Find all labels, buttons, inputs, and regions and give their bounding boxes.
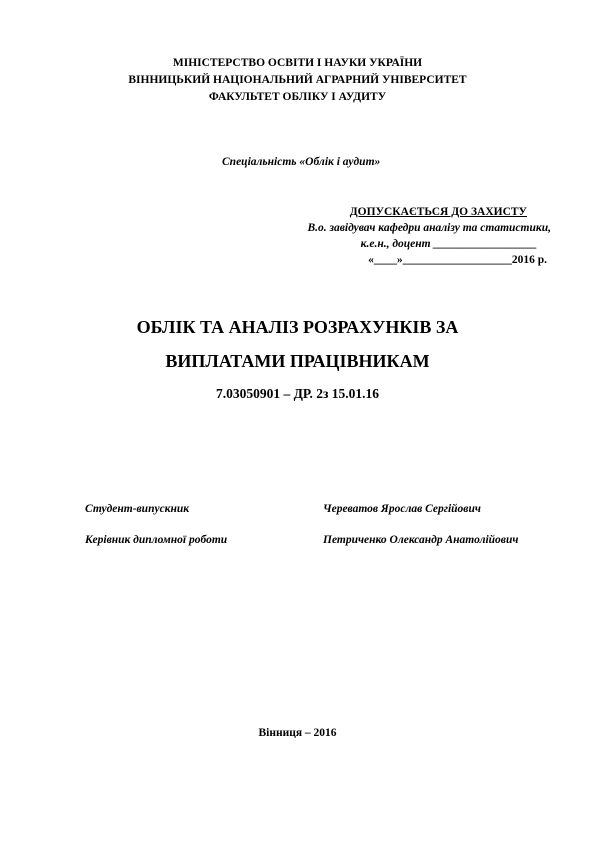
student-role: Студент-випускник: [85, 503, 190, 515]
thesis-title-line2: ВИПЛАТАМИ ПРАЦІВНИКАМ: [165, 351, 430, 371]
approval-degree: к.е.н., доцент __________________: [360, 238, 537, 250]
specialty-line: Спеціальність «Облік і аудит»: [222, 156, 381, 168]
supervisor-name: Петриченко Олександр Анатолійович: [323, 534, 519, 546]
approval-heading: ДОПУСКАЄТЬСЯ ДО ЗАХИСТУ: [349, 206, 527, 218]
faculty-heading: ФАКУЛЬТЕТ ОБЛІКУ І АУДИТУ: [208, 91, 387, 103]
approval-date: «____»___________________2016 р.: [368, 254, 547, 266]
ministry-heading: МІНІСТЕРСТВО ОСВІТИ І НАУКИ УКРАЇНИ: [172, 57, 423, 69]
thesis-title-line1: ОБЛІК ТА АНАЛІЗ РОЗРАХУНКІВ ЗА: [136, 317, 459, 337]
approval-position: В.о. завідувач кафедри аналізу та статистики,: [307, 222, 551, 234]
place-year: Вінниця – 2016: [258, 727, 337, 739]
university-heading: ВІННИЦЬКИЙ НАЦІОНАЛЬНИЙ АГРАРНИЙ УНІВЕРСИТЕТ: [128, 74, 467, 86]
supervisor-role: Керівник дипломної роботи: [85, 534, 228, 546]
student-name: Череватов Ярослав Сергійович: [323, 503, 481, 515]
thesis-code: 7.03050901 – ДР. 2з 15.01.16: [215, 386, 380, 401]
